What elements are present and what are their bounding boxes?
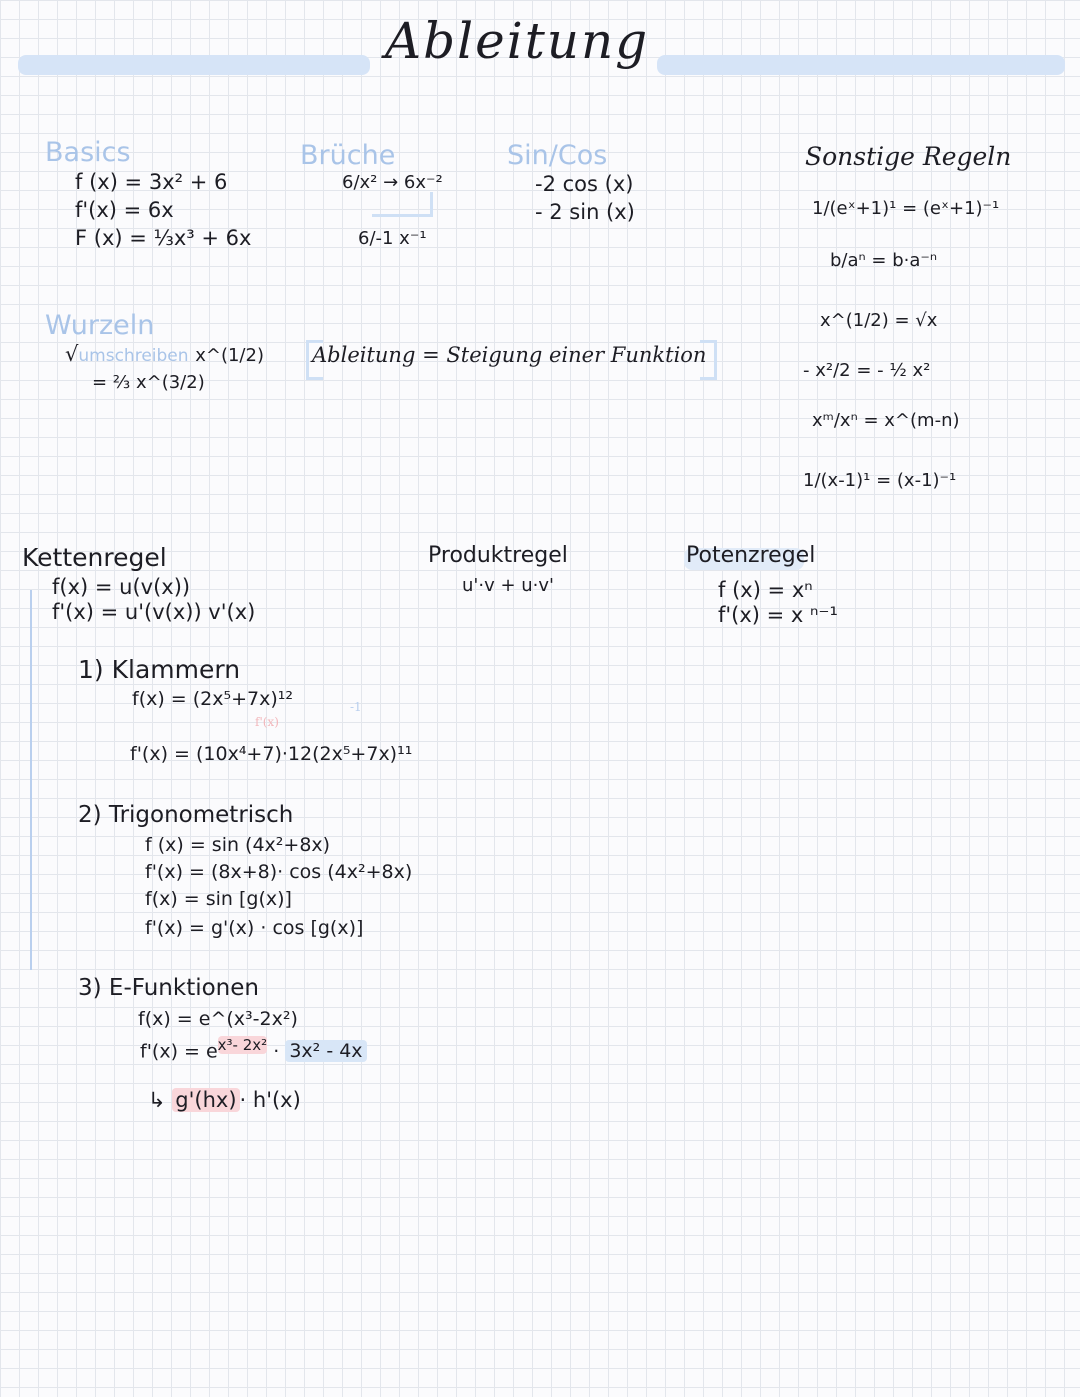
title-highlight-right: [657, 55, 1065, 75]
efunk-heading: 3) E-Funktionen: [78, 975, 259, 1001]
umschreiben-note: umschreiben: [78, 346, 189, 366]
definition-left: Ableitung: [312, 343, 416, 367]
wurzeln-line-2: = ⅔ x^(3/2): [92, 372, 205, 393]
trig-heading: 2) Trigonometrisch: [78, 802, 294, 828]
trig-line-2: f'(x) = (8x+8)· cos (4x²+8x): [145, 861, 413, 883]
sonstige-rule-3: x^(1/2) = √x: [820, 310, 938, 331]
sonstige-rule-2: b/aⁿ = b·a⁻ⁿ: [830, 250, 938, 271]
brueche-line-1: 6/x² → 6x⁻²: [342, 172, 443, 193]
arrow-icon: ↳: [148, 1088, 166, 1112]
definition-line: [312, 343, 706, 367]
definition-right: Steigung einer Funktion: [446, 343, 707, 367]
efunk-inner-derivative: 3x² - 4x: [285, 1040, 366, 1062]
trig-line-1: f (x) = sin (4x²+8x): [145, 834, 331, 856]
sonstige-rule-4: - x²/2 = - ½ x²: [803, 360, 931, 381]
kettenregel-line-2: f'(x) = u'(v(x)) v'(x): [52, 600, 256, 624]
basics-line-2: f'(x) = 6x: [75, 198, 174, 222]
efunk-exponent: x³- 2x²: [217, 1036, 268, 1054]
sonstige-rule-6: 1/(x-1)¹ = (x-1)⁻¹: [803, 470, 957, 491]
wurzeln-result: x^(1/2): [195, 345, 264, 366]
basics-line-1: f (x) = 3x² + 6: [75, 170, 228, 194]
efunk-line-2-left: f'(x) = e: [140, 1040, 218, 1063]
sincos-line-1: -2 cos (x): [535, 172, 634, 196]
brueche-arrow-bracket: [372, 192, 433, 217]
brueche-heading: Brüche: [300, 140, 396, 171]
efunk-line-2: [140, 1036, 367, 1062]
efunk-line-3: [148, 1088, 301, 1112]
trig-line-3: f(x) = sin [g(x)]: [145, 888, 292, 910]
sincos-line-2: - 2 sin (x): [535, 200, 635, 224]
root-sign: √: [65, 342, 79, 366]
kettenregel-heading: Kettenregel: [22, 543, 167, 572]
potenzregel-heading: Potenzregel: [686, 543, 816, 568]
wurzeln-line-1: [65, 342, 264, 366]
klammern-line-1: f(x) = (2x⁵+7x)¹²: [132, 688, 294, 710]
page-title: Ableitung: [385, 12, 650, 70]
kettenregel-line-1: f(x) = u(v(x)): [52, 575, 191, 599]
brueche-line-2: 6/-1 x⁻¹: [358, 228, 427, 249]
efunk-inner: · h'(x): [239, 1088, 301, 1112]
efunk-dot: ·: [273, 1040, 280, 1063]
klammern-heading: 1) Klammern: [78, 655, 241, 684]
sincos-heading: Sin/Cos: [507, 140, 608, 171]
potenzregel-line-1: f (x) = xⁿ: [718, 578, 813, 602]
klammern-line-2: f'(x) = (10x⁴+7)·12(2x⁵+7x)¹¹: [130, 743, 413, 765]
produktregel-heading: Produktregel: [428, 543, 568, 568]
sonstige-rule-1: 1/(eˣ+1)¹ = (eˣ+1)⁻¹: [812, 198, 1000, 219]
kettenregel-arrow-line: [30, 590, 32, 970]
basics-line-3: F (x) = ⅓x³ + 6x: [75, 226, 252, 250]
sonstige-rule-5: xᵐ/xⁿ = x^(m-n): [812, 410, 960, 431]
sonstige-heading: Sonstige Regeln: [805, 142, 1012, 171]
efunk-outer: g'(hx): [172, 1088, 239, 1112]
produktregel-formula: u'·v + u·v': [462, 575, 554, 596]
potenzregel-line-2: f'(x) = x ⁿ⁻¹: [718, 603, 838, 627]
efunk-line-1: f(x) = e^(x³-2x²): [138, 1008, 298, 1030]
wurzeln-heading: Wurzeln: [45, 310, 155, 341]
title-highlight-left: [18, 55, 370, 75]
klammern-note-2: -1: [350, 700, 362, 714]
basics-heading: Basics: [45, 137, 131, 168]
klammern-note: f'(x): [255, 715, 279, 729]
trig-line-4: f'(x) = g'(x) · cos [g(x)]: [145, 917, 364, 939]
definition-eq: =: [422, 343, 440, 367]
